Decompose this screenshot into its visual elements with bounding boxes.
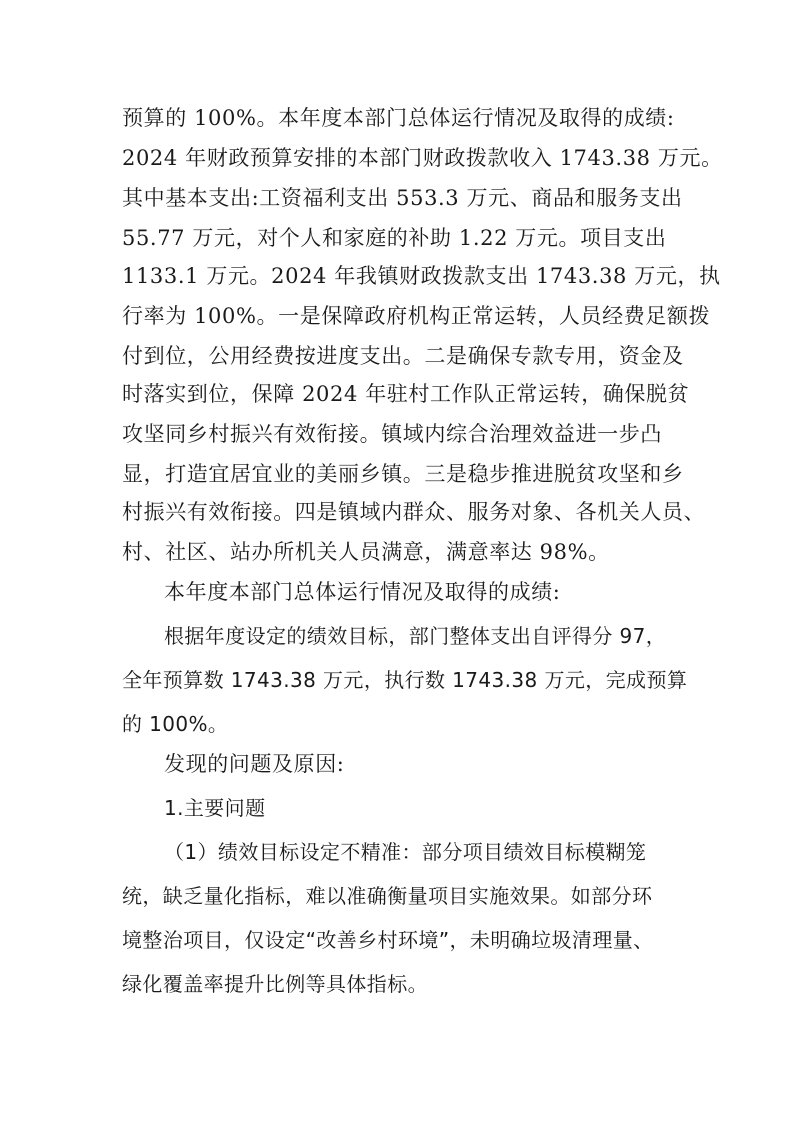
text-line: 显，打造宜居宜业的美丽乡镇。三是稳步推进脱贫攻坚和乡 [122, 462, 684, 486]
text-line: 村振兴有效衔接。四是镇域内群众、服务对象、各机关人员、 [122, 500, 706, 524]
text-line: 2024 年财政预算安排的本部门财政拨款收入 1743.38 万元。 [122, 146, 723, 170]
text-line: 绿化覆盖率提升比例等具体指标。 [122, 972, 428, 996]
text-line: （1）绩效目标设定不精准：部分项目绩效目标模糊笼 [164, 840, 647, 864]
text-line: 行率为 100%。一是保障政府机构正常运转，人员经费足额拨 [122, 304, 711, 328]
text-line: 境整治项目，仅设定“改善乡村环境”，未明确垃圾清理量、 [122, 928, 654, 952]
text-line: 预算的 100%。本年度本部门总体运行情况及取得的成绩: [122, 106, 675, 130]
section-heading-problems: 发现的问题及原因: [164, 752, 345, 776]
section-heading-operation: 本年度本部门总体运行情况及取得的成绩: [164, 580, 561, 604]
text-line: 1133.1 万元。2024 年我镇财政拨款支出 1743.38 万元，执 [122, 264, 721, 288]
text-line: 付到位，公用经费按进度支出。二是确保专款专用，资金及 [122, 344, 684, 368]
text-line: 时落实到位，保障 2024 年驻村工作队正常运转，确保脱贫 [122, 382, 690, 406]
text-line: 攻坚同乡村振兴有效衔接。镇域内综合治理效益进一步凸 [122, 422, 662, 446]
text-line: 根据年度设定的绩效目标，部门整体支出自评得分 97， [164, 624, 667, 648]
text-line: 村、社区、站办所机关人员满意，满意率达 98%。 [122, 540, 610, 564]
text-line: 的 100%。 [122, 712, 229, 736]
subsection-heading-main-issues: 1.主要问题 [164, 796, 266, 820]
text-line: 全年预算数 1743.38 万元，执行数 1743.38 万元，完成预算 [122, 668, 688, 692]
text-line: 统，缺乏量化指标，难以准确衡量项目实施效果。如部分环 [122, 884, 653, 908]
text-line: 其中基本支出:工资福利支出 553.3 万元、商品和服务支出 [122, 186, 683, 210]
text-line: 55.77 万元，对个人和家庭的补助 1.22 万元。项目支出 [122, 226, 667, 250]
